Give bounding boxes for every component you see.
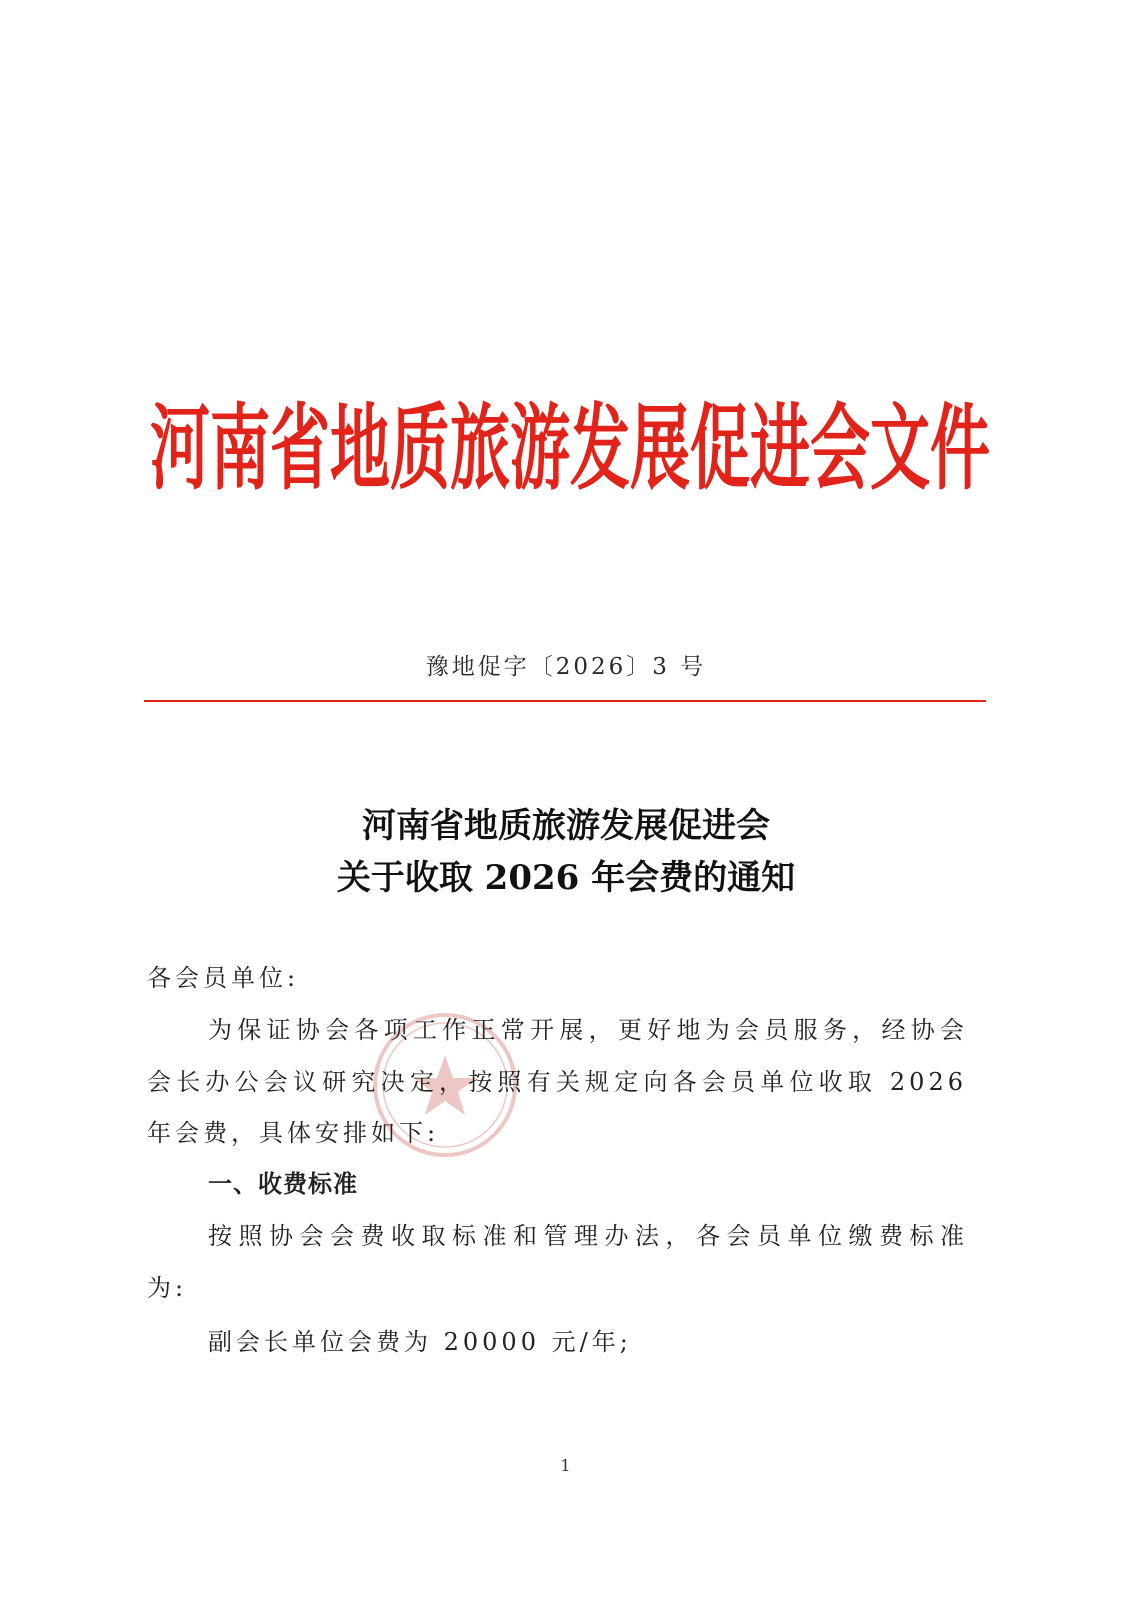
document-number: 豫地促字〔2026〕3 号 [425,654,707,680]
paragraph-2-line-2: 为: [147,1274,188,1302]
paragraph-1-line-3: 年会费，具体安排如下: [147,1119,440,1147]
paragraph-1-line-2: 会长办公会议研究决定，按照有关规定向各会员单位收取 2026 [147,1068,967,1096]
paragraph-2-line-1: 按照协会会费收取标准和管理办法，各会员单位缴费标准 [208,1222,968,1250]
page-number: 1 [560,1456,571,1475]
section-1-heading: 一、收费标准 [208,1170,358,1198]
paragraph-3: 副会长单位会费为 20000 元/年; [208,1328,632,1356]
notice-title-line-2: 关于收取 2026 年会费的通知 [336,858,796,898]
salutation: 各会员单位: [147,964,300,992]
notice-title [140,800,992,904]
paragraph-1-line-1: 为保证协会各项工作正常开展，更好地为会员服务，经协会 [208,1016,968,1044]
red-header-title: 河南省地质旅游发展促进会文件 [150,395,990,504]
red-divider-line [144,700,986,702]
notice-title-line-1: 河南省地质旅游发展促进会 [362,806,770,846]
